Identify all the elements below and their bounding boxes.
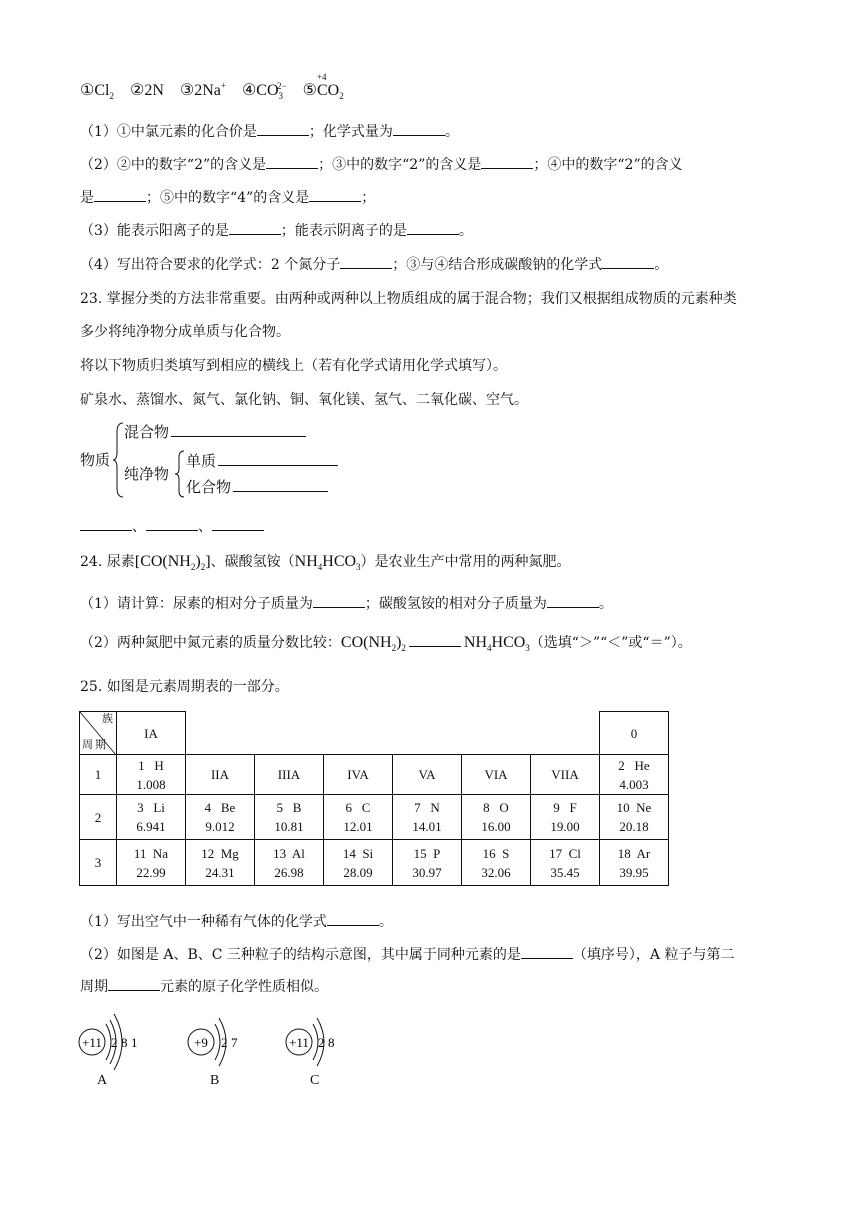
answer-blank[interactable] (521, 944, 573, 959)
element-cell: 10 Ne 20.18 (600, 795, 669, 840)
group-header: IVA (324, 755, 393, 795)
q25-part1: （1）写出空气中一种稀有气体的化学式 。 (80, 911, 393, 931)
element-cell: 15 P 30.97 (393, 840, 462, 886)
q23-blanks: 、 、 (80, 516, 264, 536)
element-cell: 12 Mg 24.31 (186, 840, 255, 886)
answer-blank[interactable] (218, 451, 338, 466)
group-header: IIA (186, 755, 255, 795)
atom-label-a: A (97, 1073, 108, 1088)
atom-label-b: B (210, 1073, 220, 1088)
corner-cell: 族 周期 (80, 712, 117, 755)
element-cell: 18 Ar 39.95 (600, 840, 669, 886)
group-header: VIA (462, 755, 531, 795)
period-label: 1 (80, 755, 117, 795)
period-label: 2 (80, 795, 117, 840)
answer-blank[interactable] (80, 516, 132, 531)
svg-text:8: 8 (328, 1035, 335, 1050)
brace-pure (175, 450, 185, 498)
tree-root: 物质 (80, 451, 111, 469)
q22-part2-cont: 是 ；⑤中的数字“4”的含义是 ； (80, 187, 375, 207)
svg-text:2: 2 (221, 1035, 228, 1050)
atom-label-c: C (310, 1073, 320, 1088)
tree-compound: 化合物 (186, 476, 328, 497)
group-header: VIIA (531, 755, 600, 795)
answer-blank[interactable] (257, 121, 309, 136)
q24-part1: （1）请计算：尿素的相对分子质量为 ；碳酸氢铵的相对分子质量为 。 (80, 593, 613, 613)
answer-blank[interactable] (409, 632, 461, 647)
element-cell: 7 N 14.01 (393, 795, 462, 840)
svg-text:1: 1 (131, 1035, 138, 1050)
answer-blank[interactable] (171, 422, 306, 437)
answer-blank[interactable] (94, 187, 146, 202)
answer-blank[interactable] (313, 593, 365, 608)
q22-part1: （1）①中氯元素的化合价是 ；化学式量为 。 (80, 121, 459, 141)
atom-diagram-a (78, 1012, 158, 1076)
answer-blank[interactable] (602, 254, 654, 269)
answer-blank[interactable] (407, 220, 459, 235)
tree-pure: 纯净物 (124, 465, 170, 483)
symbol-2: ②2N (129, 82, 164, 99)
answer-blank[interactable] (547, 593, 599, 608)
answer-blank[interactable] (481, 154, 533, 169)
answer-blank[interactable] (393, 121, 445, 136)
atom-diagram-b (187, 1012, 257, 1076)
answer-blank[interactable] (327, 911, 379, 926)
tree-mixture: 混合物 (124, 421, 306, 442)
atom-diagram-c (285, 1012, 355, 1076)
answer-blank[interactable] (309, 187, 361, 202)
svg-text:+9: +9 (194, 1035, 208, 1050)
element-cell: 6 C 12.01 (324, 795, 393, 840)
group-header: IA (117, 712, 186, 755)
answer-blank[interactable] (266, 154, 318, 169)
periodic-table (79, 711, 669, 886)
element-cell: 1 H 1.008 (117, 755, 186, 795)
element-cell: 3 Li 6.941 (117, 795, 186, 840)
symbol-5: ⑤ +4 $CO_2$ (302, 72, 344, 102)
q23-line4: 矿泉水、蒸馏水、氮气、氯化钠、铜、氧化镁、氢气、二氧化碳、空气。 (80, 392, 528, 408)
q22-part2: （2）②中的数字“2”的含义是 ；③中的数字“2”的含义是 ；④中的数字“2”的含义 (80, 154, 683, 174)
element-cell: 4 Be 9.012 (186, 795, 255, 840)
element-cell: 16 S 32.06 (462, 840, 531, 886)
symbols-line (80, 72, 344, 102)
svg-text:2: 2 (318, 1035, 325, 1050)
element-cell: 8 O 16.00 (462, 795, 531, 840)
q22-part3: （3）能表示阳离子的是 ；能表示阴离子的是 。 (80, 220, 473, 240)
element-cell: 13 Al 26.98 (255, 840, 324, 886)
q23-line3: 将以下物质归类填写到相应的横线上（若有化学式请用化学式填写）。 (80, 358, 507, 374)
symbol-3: ③2Na+ (179, 80, 226, 99)
element-cell: 9 F 19.00 (531, 795, 600, 840)
answer-blank[interactable] (340, 254, 392, 269)
symbol-4: $④CO_3^{2-}$ (241, 80, 287, 102)
tree-element: 单质 (186, 450, 338, 471)
element-cell: 5 B 10.81 (255, 795, 324, 840)
q25-part2: （2）如图是 A、B、C 三种粒子的结构示意图，其中属于同种元素的是 （填序号），A 粒子与第二 (80, 944, 734, 964)
svg-text:8: 8 (121, 1035, 128, 1050)
element-cell: 14 Si 28.09 (324, 840, 393, 886)
answer-blank[interactable] (229, 220, 281, 235)
q22-part4: （4）写出符合要求的化学式：2 个氮分子 ；③与④结合形成碳酸钠的化学式 。 (80, 254, 668, 274)
answer-blank[interactable] (212, 516, 264, 531)
q25-part2-cont: 周期 元素的原子化学性质相似。 (80, 976, 328, 996)
q23-line1: 23. 掌握分类的方法非常重要。由两种或两种以上物质组成的属于混合物；我们又根据组成物质的元素种类 (80, 291, 737, 307)
q24-intro: 24. 尿素$[CO(NH_2)_2]$、碳酸氢铵$(NH_4HCO_3)$是农业生产中常用的两种氮肥。 (80, 553, 571, 573)
q23-line2: 多少将纯净物分成单质与化合物。 (80, 324, 290, 340)
svg-text:7: 7 (231, 1035, 238, 1050)
answer-blank[interactable] (108, 976, 160, 991)
svg-text:+11: +11 (82, 1035, 102, 1050)
answer-blank[interactable] (233, 477, 328, 492)
group-header: IIIA (255, 755, 324, 795)
period-label: 3 (80, 840, 117, 886)
svg-text:2: 2 (111, 1035, 118, 1050)
answer-blank[interactable] (146, 516, 198, 531)
element-cell: 17 Cl 35.45 (531, 840, 600, 886)
element-cell: 11 Na 22.99 (117, 840, 186, 886)
element-cell: 2 He 4.003 (600, 755, 669, 795)
svg-text:+11: +11 (289, 1035, 309, 1050)
q25-intro: 25. 如图是元素周期表的一部分。 (80, 679, 289, 695)
q24-part2: （2）两种氮肥中氮元素的质量分数比较：$CO(NH_2)_2$ $NH_4HCO_3$（选填“＞”“＜”或“＝”）。 (80, 634, 692, 654)
symbol-1: $①Cl_2$ (80, 82, 114, 102)
group-header: 0 (600, 712, 669, 755)
group-header: VA (393, 755, 462, 795)
